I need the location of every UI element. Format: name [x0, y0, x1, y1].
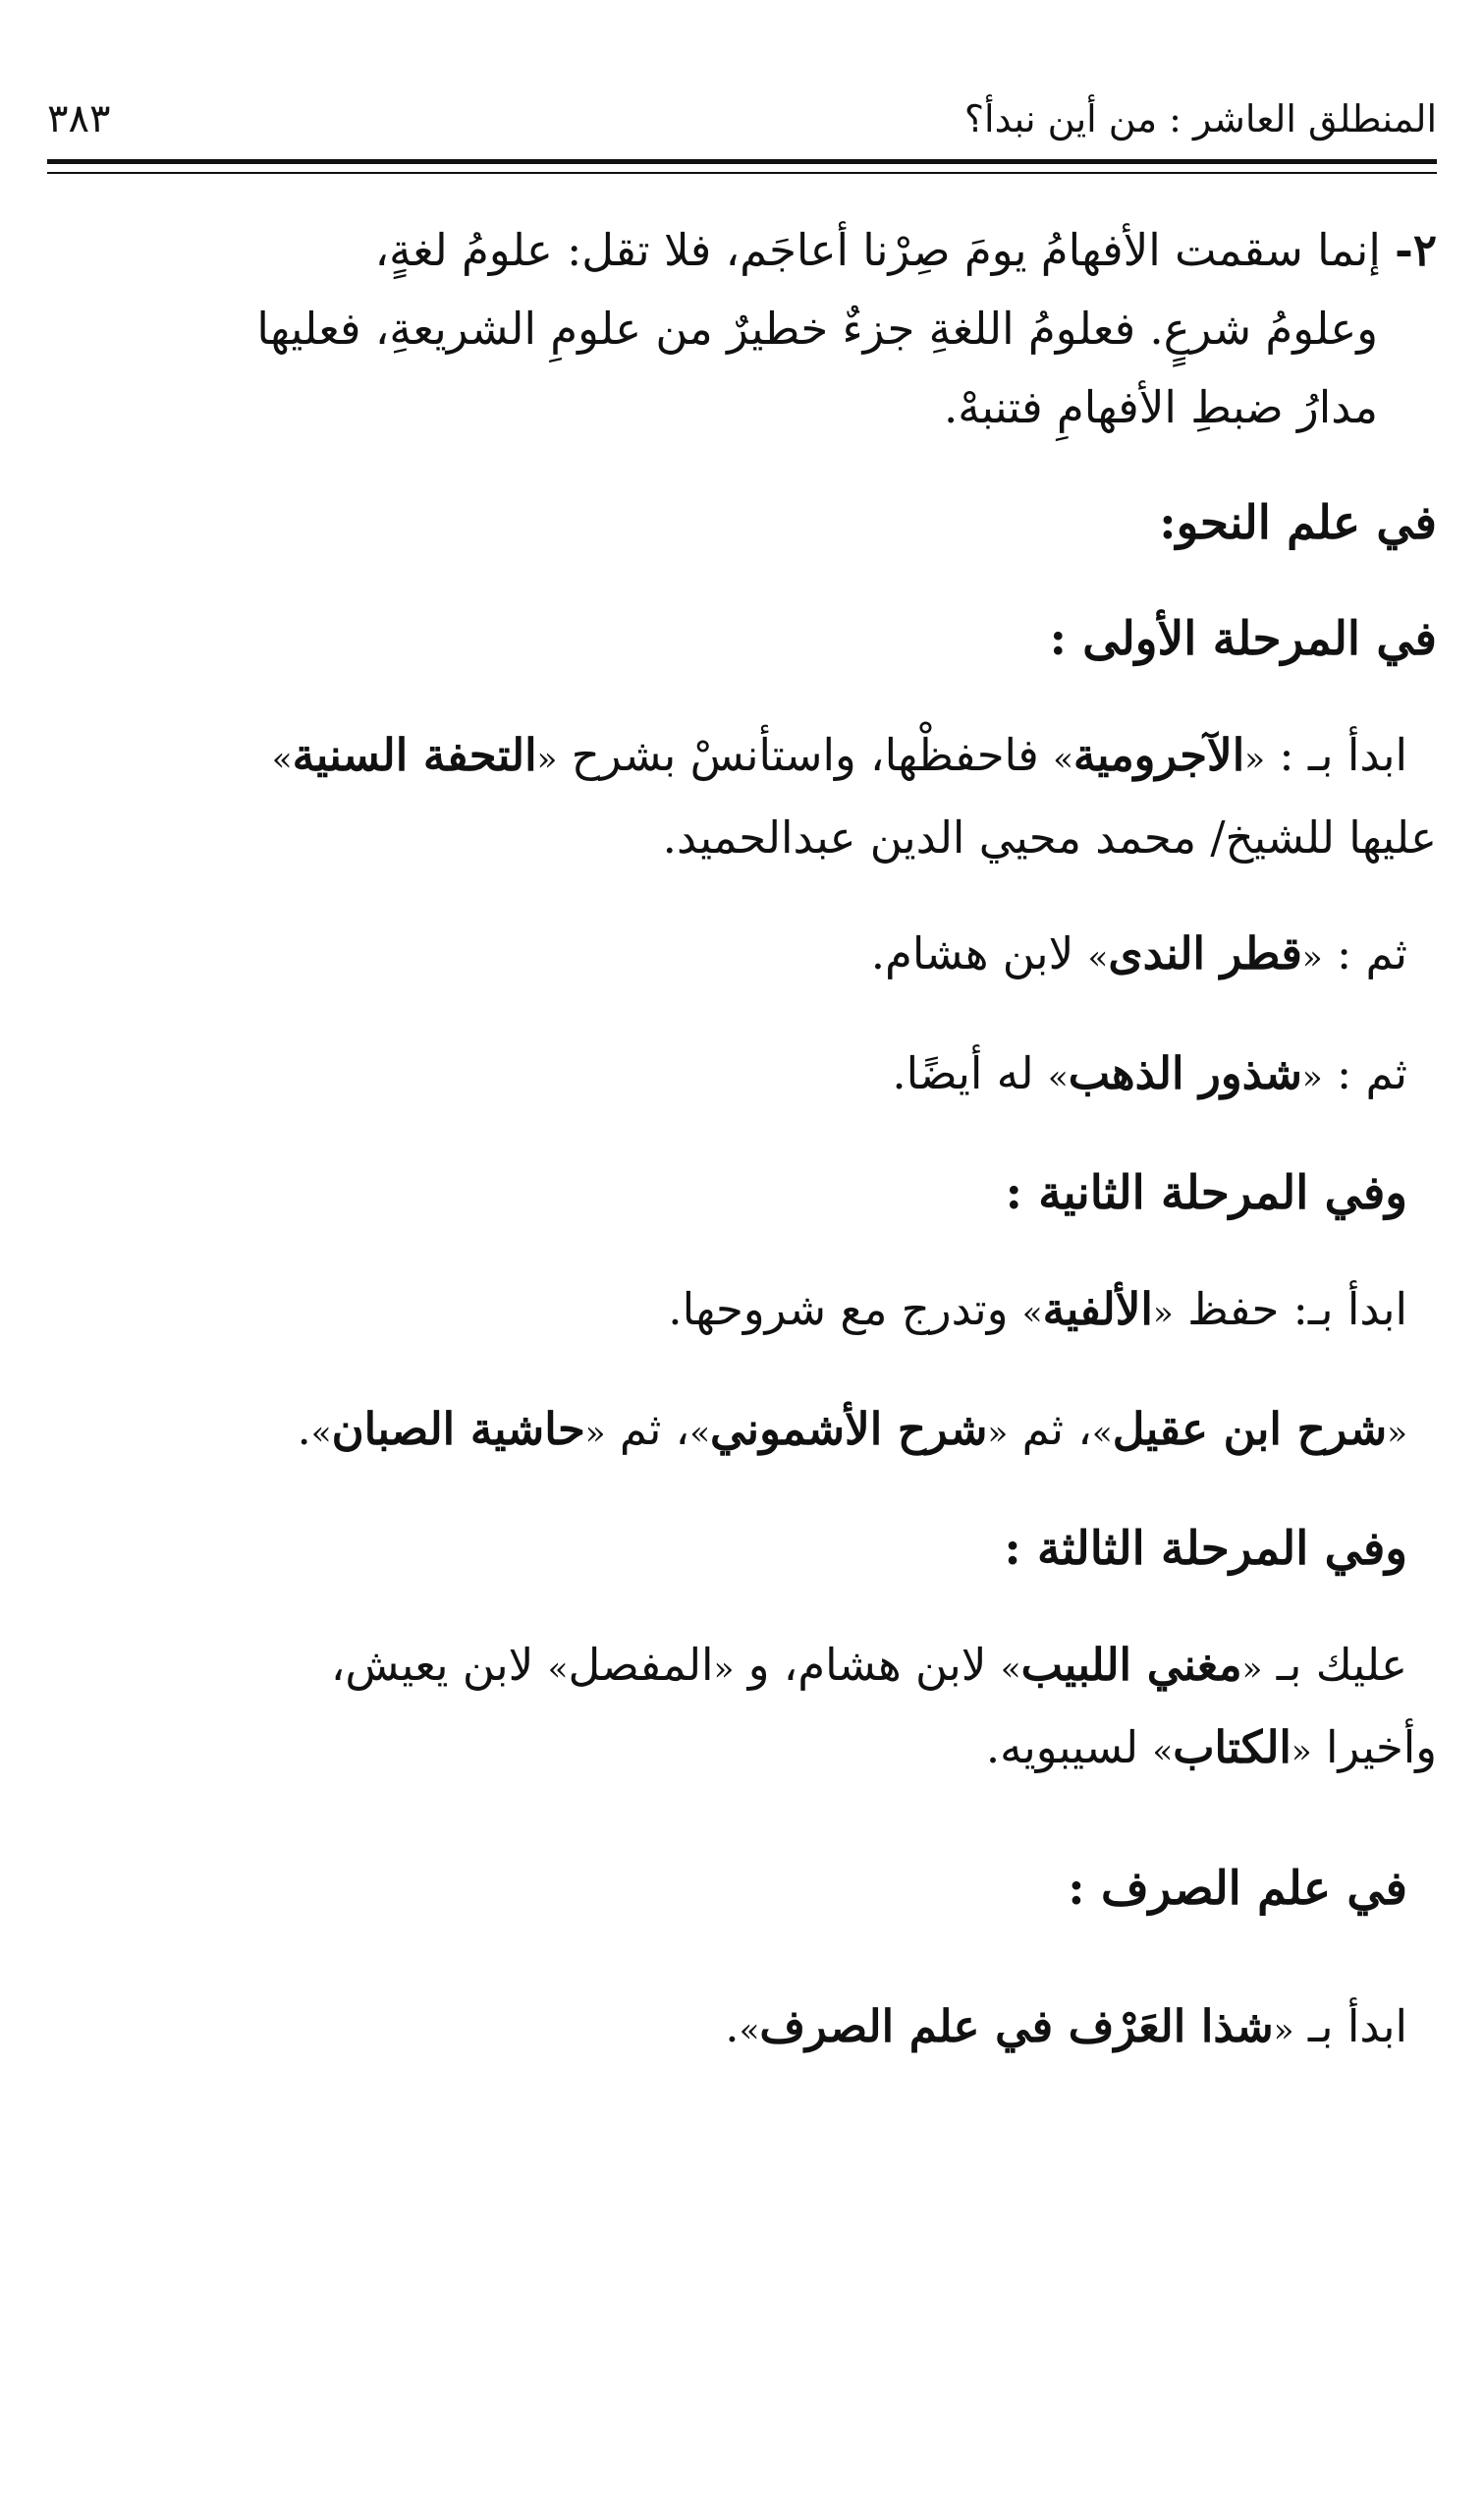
text: لابن يعيش، — [330, 1639, 534, 1691]
quote-close: » — [1087, 938, 1109, 978]
text: . — [725, 2000, 740, 2052]
book-title: شذا العَرْف في علم الصرف — [759, 2000, 1274, 2052]
quote-open: « — [1152, 1294, 1174, 1333]
text: له أيضًا. — [892, 1047, 1034, 1099]
book-title: التحفة السنية — [292, 729, 537, 781]
quote-open: « — [1291, 1732, 1312, 1771]
text: ابدأ بـ: حفظ — [1187, 1283, 1407, 1335]
quote-open: « — [1301, 938, 1323, 978]
running-title: المنطلق العاشر : من أين نبدأ؟ — [963, 97, 1437, 140]
quote-close: » — [547, 1649, 569, 1689]
quote-close: » — [1053, 740, 1073, 779]
stage-2-line-2 — [47, 1390, 1437, 1473]
quote-open: « — [1241, 1649, 1263, 1689]
point-2-text-1: إنما سقمت الأفهامُ يومَ صِرْنا أعاجَم، فلا تقل: علومُ لغةٍ، — [374, 224, 1381, 276]
sarf-line-1 — [47, 1987, 1437, 2070]
stage-1-line-3 — [47, 915, 1437, 997]
heading-nahw: في علم النحو: — [1159, 496, 1437, 550]
quote-close: » — [310, 1414, 332, 1453]
point-2-paragraph — [47, 211, 1437, 447]
text: عليك بـ — [1276, 1639, 1407, 1691]
quote-open: « — [1387, 1414, 1407, 1453]
stage-3-line-1 — [47, 1626, 1437, 1708]
stage-3-line-2 — [47, 1708, 1437, 1791]
heading-stage-2: وفي المرحلة الثانية : — [1005, 1166, 1407, 1220]
quote-open: « — [536, 740, 558, 779]
text: ، ثم — [619, 1403, 690, 1455]
quote-close: » — [271, 740, 293, 779]
quote-close: » — [1091, 1414, 1113, 1453]
text: لابن هشام. — [870, 927, 1074, 979]
text: . — [297, 1403, 311, 1455]
quote-close: » — [739, 2011, 760, 2050]
text: لسيبويه. — [985, 1721, 1139, 1773]
page-number: ٣٨٣ — [47, 96, 111, 141]
quote-open: « — [584, 1414, 606, 1453]
book-title: حاشية الصبان — [331, 1403, 585, 1455]
quote-open: « — [1244, 740, 1266, 779]
book-title: الألفية — [1042, 1283, 1153, 1335]
quote-close: » — [1047, 1058, 1069, 1097]
stage-2-line-1 — [47, 1270, 1437, 1353]
header-rule-thick — [47, 159, 1437, 164]
book-title: شذور الذهب — [1068, 1047, 1302, 1099]
text: ، ثم — [1021, 1403, 1092, 1455]
header-rule-thin — [47, 172, 1437, 174]
quote-open: « — [1301, 1058, 1323, 1097]
text: ثم : — [1337, 927, 1407, 979]
book-title: قطر الندى — [1108, 927, 1302, 979]
page-header — [47, 84, 1437, 153]
book-title: شرح الأشموني — [710, 1403, 988, 1455]
text: ابدأ بـ : — [1279, 729, 1407, 781]
quote-open: « — [713, 1649, 735, 1689]
text: فاحفظْها، واستأنسْ بشرح — [571, 729, 1039, 781]
book-title: شرح ابن عقيل — [1112, 1403, 1388, 1455]
quote-open: « — [987, 1414, 1009, 1453]
book-title: مغني اللبيب — [1020, 1639, 1242, 1691]
point-2-line-1 — [47, 211, 1437, 290]
stage-1-line-1 — [47, 716, 1437, 799]
text: وأخيرا — [1326, 1721, 1437, 1773]
text: لابن هشام، و — [747, 1639, 987, 1691]
book-title: الآجرومية — [1072, 729, 1245, 781]
quote-close: » — [689, 1414, 711, 1453]
quote-close: » — [1152, 1732, 1174, 1771]
book-title: الكتاب — [1173, 1721, 1292, 1773]
heading-stage-3: وفي المرحلة الثالثة : — [1004, 1522, 1407, 1576]
stage-1-line-4 — [47, 1034, 1437, 1117]
point-2-line-2: وعلومُ شرعٍ. فعلومُ اللغةِ جزءٌ خطيرٌ من علومِ الشريعةِ، فعليها — [256, 303, 1378, 355]
quote-close: » — [1000, 1649, 1021, 1689]
text: ابدأ بـ — [1307, 2000, 1407, 2052]
point-2-line-3: مدارُ ضبطِ الأفهامِ فتنبهْ. — [943, 381, 1378, 433]
page-body — [47, 211, 1437, 2107]
heading-sarf: في علم الصرف : — [1068, 1862, 1407, 1916]
book-title: المفصل — [568, 1639, 714, 1691]
quote-open: « — [1273, 2011, 1294, 2050]
text: وتدرج مع شروحها. — [668, 1283, 1009, 1335]
point-number: ٢- — [1395, 224, 1437, 276]
heading-stage-1: في المرحلة الأولى : — [1049, 612, 1437, 666]
quote-close: » — [1021, 1294, 1043, 1333]
text: ثم : — [1337, 1047, 1407, 1099]
stage-1-line-2: عليها للشيخ/ محمد محيي الدين عبدالحميد. — [662, 811, 1437, 864]
